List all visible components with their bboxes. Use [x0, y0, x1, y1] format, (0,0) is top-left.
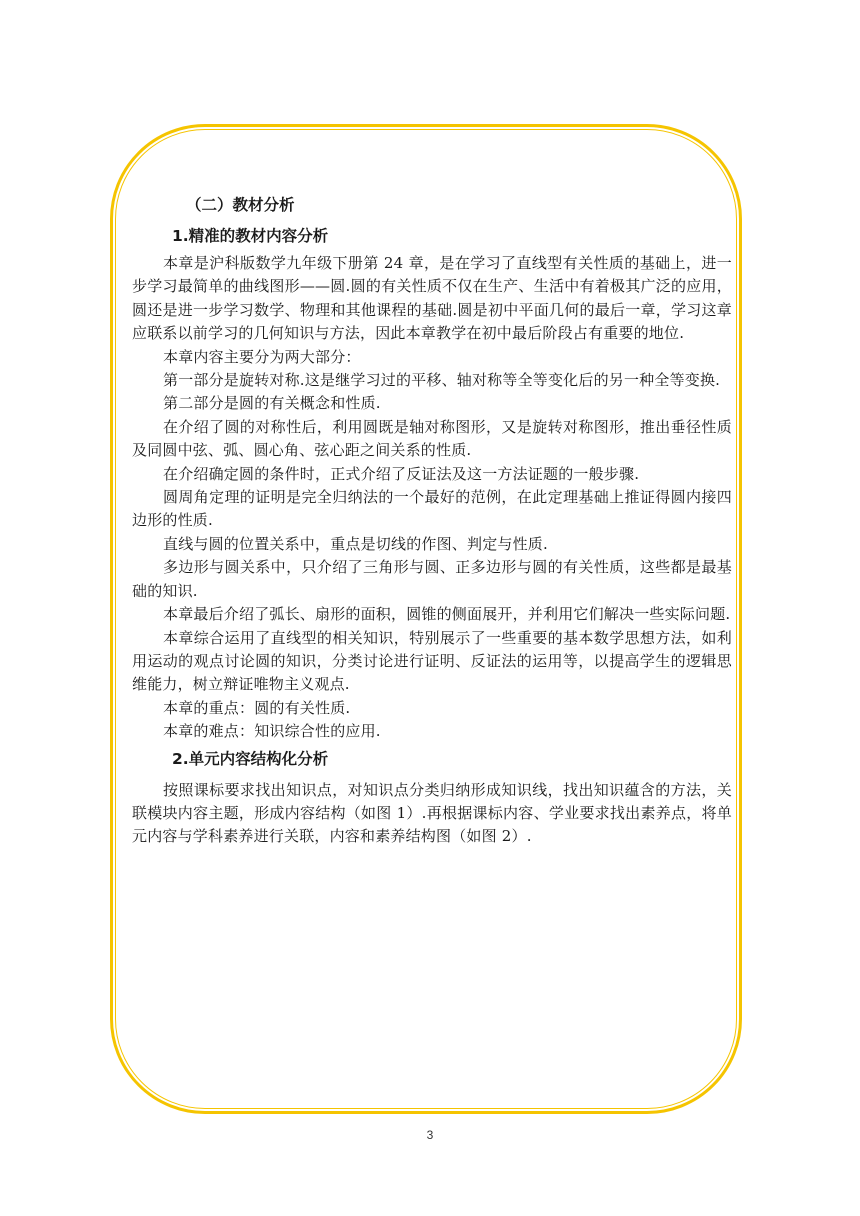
paragraph: 在介绍确定圆的条件时，正式介绍了反证法及这一方法证题的一般步骤.: [163, 464, 640, 483]
document-body: [132, 190, 732, 849]
section-title: （二）教材分析: [186, 196, 295, 214]
paragraph: 按照课标要求找出知识点，对知识点分类归纳形成知识线，找出知识蕴含的方法，关联模块内容主题，形成内容结构（如图 1）.再根据课标内容、学业要求找出素养点，将单元内容与学科素养进行关联，内容和素养结构图（如图 2）.: [132, 780, 732, 846]
paragraph: 第二部分是圆的有关概念和性质.: [163, 394, 381, 413]
paragraph: 圆周角定理的证明是完全归纳法的一个最好的范例，在此定理基础上推证得圆内接四边形的性质.: [132, 488, 732, 530]
paragraph: 在介绍了圆的对称性后，利用圆既是轴对称图形，又是旋转对称图形，推出垂径性质及同圆中弦、弧、圆心角、弦心距之间关系的性质.: [132, 417, 732, 460]
subsection-title-1: 1.精准的教材内容分析: [172, 227, 329, 245]
subsection-title-2: 2.单元内容结构化分析: [172, 749, 329, 768]
paragraph: 直线与圆的位置关系中，重点是切线的作图、判定与性质.: [163, 534, 548, 553]
page-number: 3: [426, 1128, 434, 1142]
paragraph: 本章综合运用了直线型的相关知识，特别展示了一些重要的基本数学思想方法，如利用运动的观点讨论圆的知识，分类讨论进行证明、反证法的运用等，以提高学生的逻辑思维能力，树立辩证唯物主义观点.: [132, 628, 732, 694]
paragraph: 第一部分是旋转对称.这是继学习过的平移、轴对称等全等变化后的另一种全等变换.: [163, 371, 721, 390]
paragraph: 本章的重点：圆的有关性质.: [163, 698, 351, 717]
paragraph: 多边形与圆关系中，只介绍了三角形与圆、正多边形与圆的有关性质，这些都是最基础的知识.: [132, 558, 732, 600]
paragraph: 本章是沪科版数学九年级下册第 24 章，是在学习了直线型有关性质的基础上，进一步学习最简单的曲线图形——圆.圆的有关性质不仅在生产、生活中有着极其广泛的应用，圆还是进一步学习数学、物理和其他课程的基础.圆是初中平面几何的最后一章，学习这章应联系以前学习的几何知识与方法，因此本章教学在初中最后阶段占有重要的地位.: [132, 254, 732, 343]
paragraph: 本章最后介绍了弧长、扇形的面积，圆锥的侧面展开，并利用它们解决一些实际问题.: [163, 605, 731, 624]
paragraph: 本章的难点：知识综合性的应用.: [163, 722, 381, 741]
paragraph: 本章内容主要分为两大部分：: [163, 347, 361, 366]
